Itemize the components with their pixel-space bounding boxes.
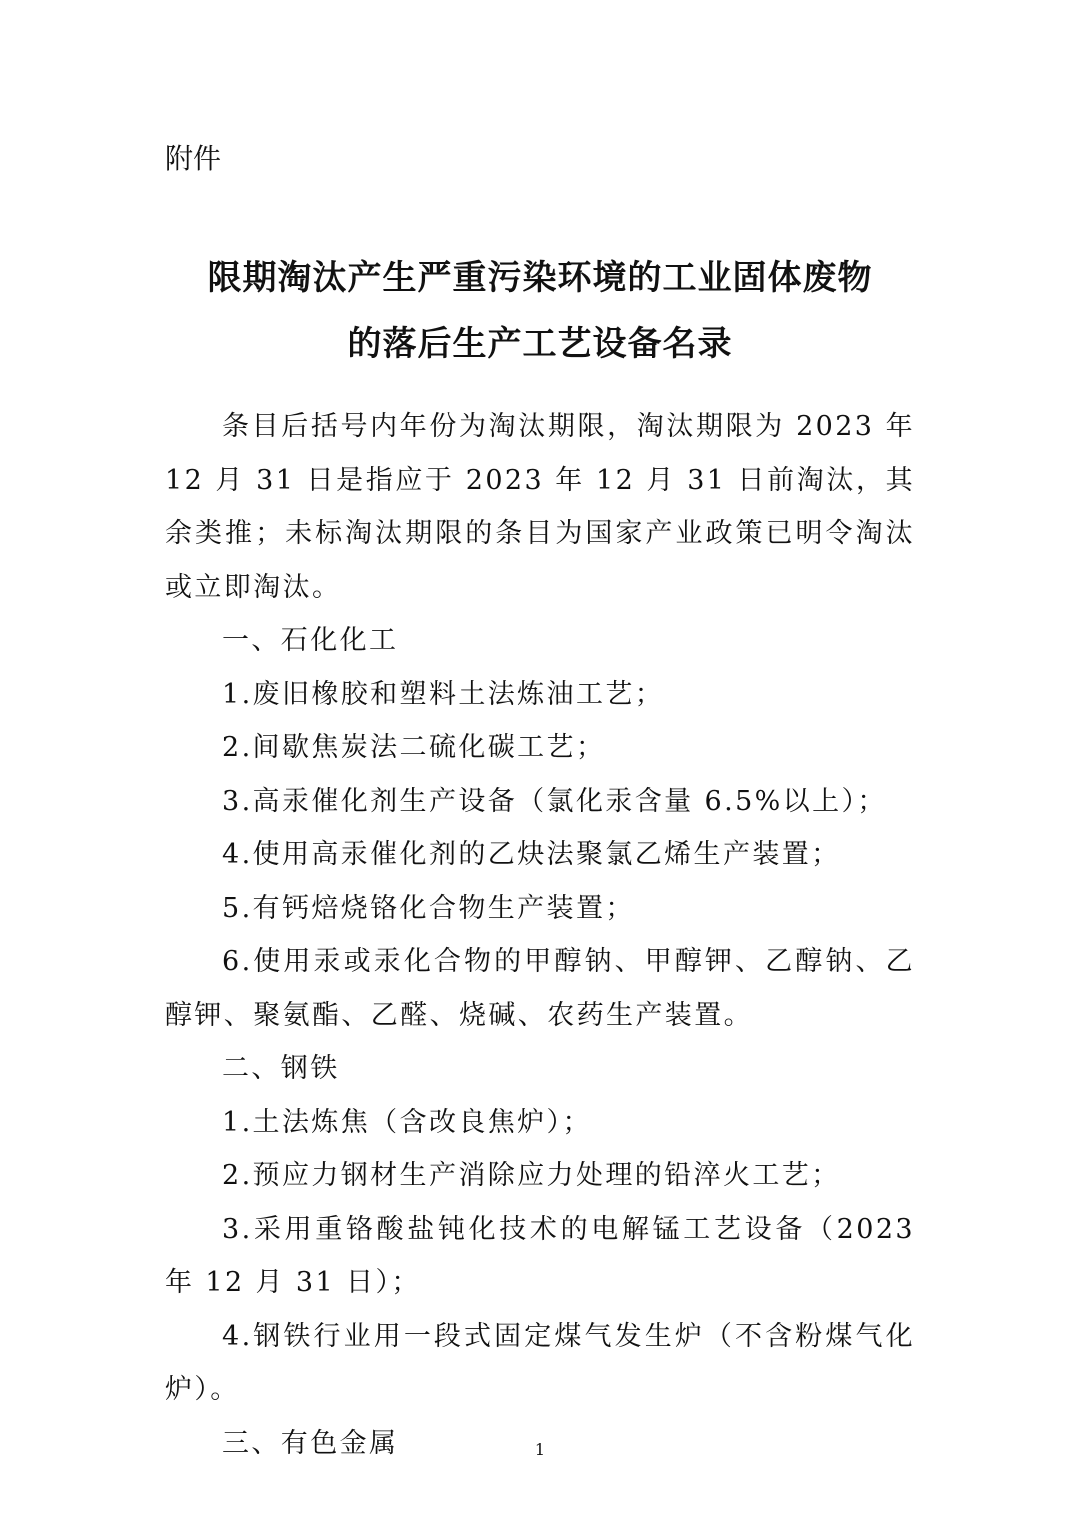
list-item: 1.土法炼焦（含改良焦炉）； [222,1106,592,1138]
intro-paragraph: 条目后括号内年份为淘汰期限，淘汰期限为 2023 年 12 月 31 日是指应于 2023 年 12 月 31 日前淘汰，其余类推；未标淘汰期限的条目为国家产业政策已明令淘汰或立即淘汰。 [165,411,915,603]
list-item: 2.预应力钢材生产消除应力处理的铅淬火工艺； [222,1160,841,1191]
list-item: 3.高汞催化剂生产设备（氯化汞含量 6.5%以上）； [222,785,887,817]
document-title-line-2: 的落后生产工艺设备名录 [347,324,733,364]
document-body [165,400,915,1470]
list-item: 5.有钙焙烧铬化合物生产装置； [222,892,635,924]
list-item: 4.钢铁行业用一段式固定煤气发生炉（不含粉煤气化炉）。 [165,1320,915,1405]
section-heading-steel: 二、钢铁 [222,1053,340,1084]
list-item: 1.废旧橡胶和塑料土法炼油工艺； [222,678,665,710]
document-title-line-1: 限期淘汰产生严重污染环境的工业固体废物 [207,258,873,298]
list-item: 3.采用重铬酸盐钝化技术的电解锰工艺设备（2023 年 12 月 31 日）； [165,1213,915,1298]
page-number: 1 [534,1440,546,1459]
section-heading-petrochemical: 一、石化化工 [222,625,399,656]
list-item: 6.使用汞或汞化合物的甲醇钠、甲醇钾、乙醇钠、乙醇钾、聚氨酯、乙醛、烧碱、农药生产装置。 [165,946,915,1031]
list-item: 2.间歇焦炭法二硫化碳工艺； [222,732,606,763]
attachment-label: 附件 [165,142,222,175]
list-item: 4.使用高汞催化剂的乙炔法聚氯乙烯生产装置； [222,839,841,870]
section-heading-nonferrous: 三、有色金属 [222,1427,399,1459]
